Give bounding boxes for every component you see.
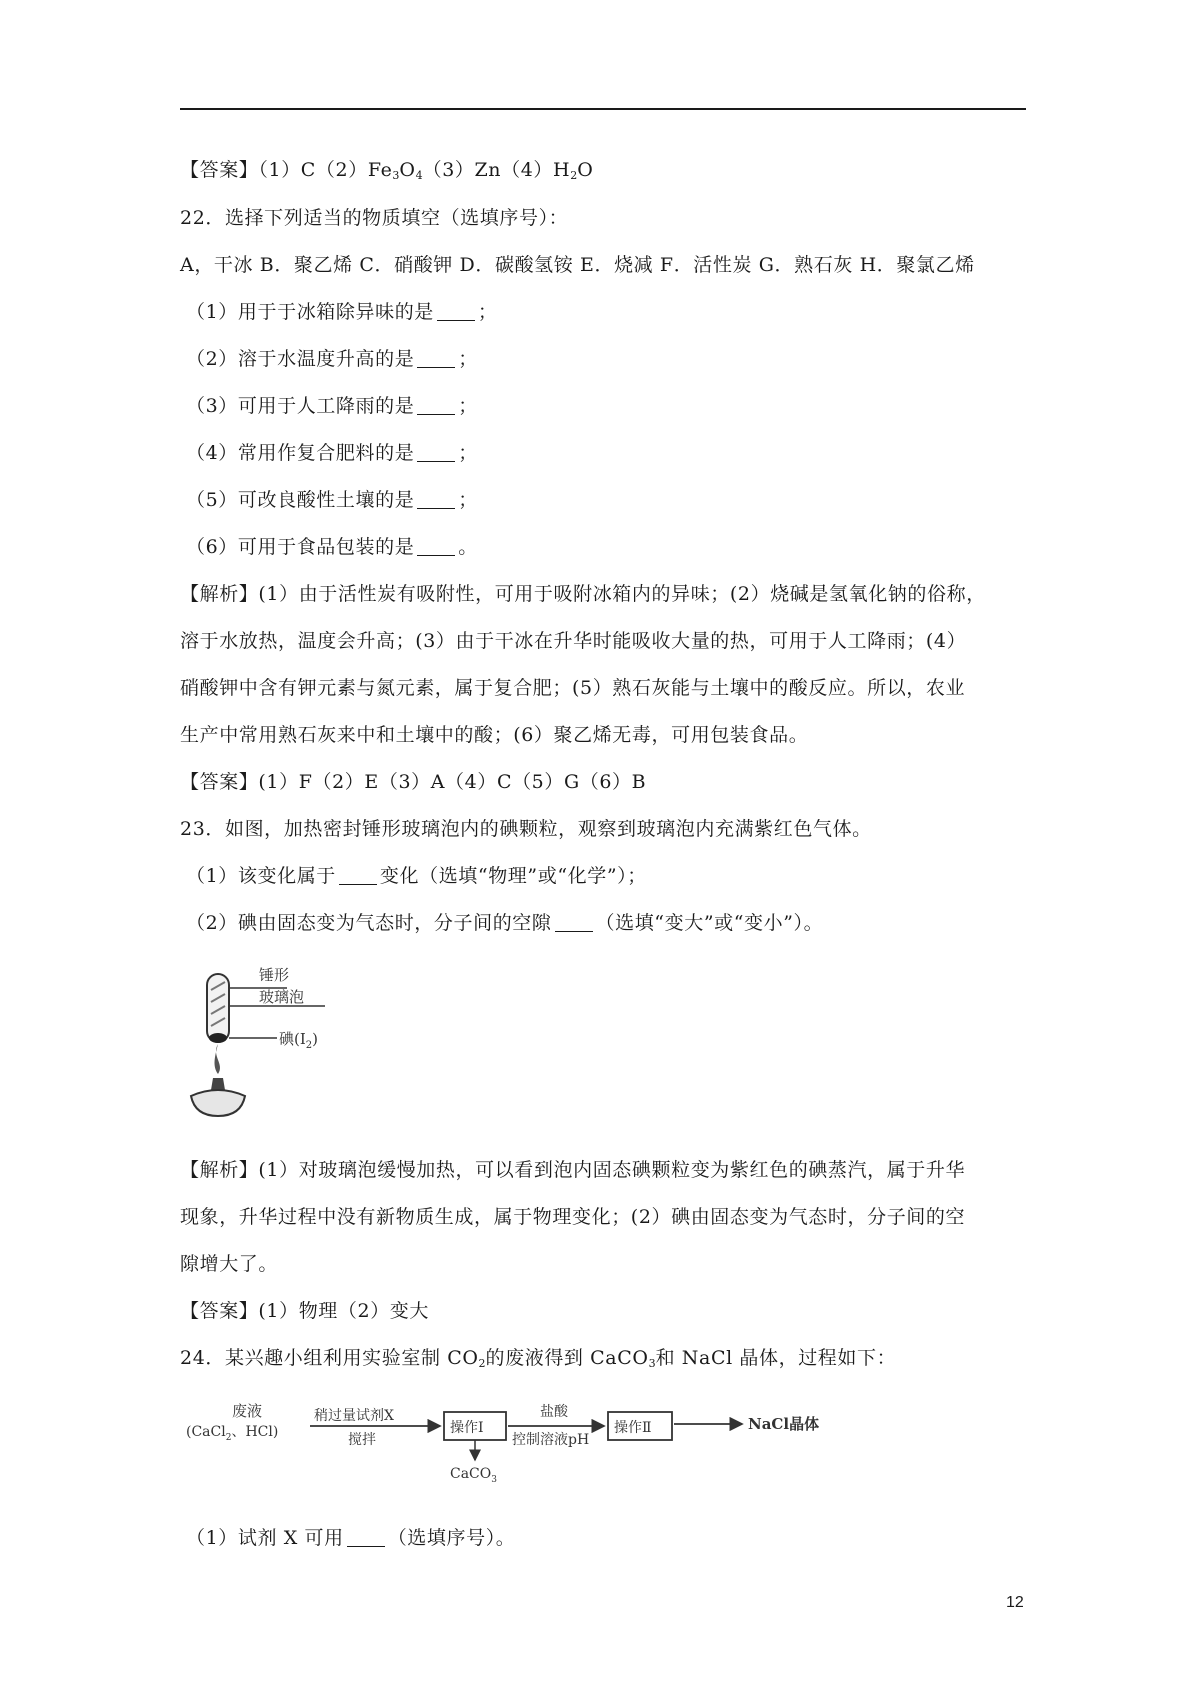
q22-sub-5: （5）可改良酸性土壤的是 ； (186, 489, 478, 511)
answer-blank (555, 913, 593, 932)
step1-stir: 搅拌 (348, 1432, 376, 1448)
operation-1-label: 操作Ⅰ (450, 1420, 484, 1436)
q22-sub-2: （2）溶于水温度升高的是 ； (186, 348, 478, 370)
q21-answer: 【答案】$(1)C(2)Fe_3O_4(3)Zn(4)H_2O$ (180, 159, 594, 182)
glass-bulb (207, 974, 229, 1042)
iodine-crystals (209, 1033, 227, 1043)
label-iodine: 碘$(I_2)$ (279, 1030, 319, 1051)
q22-sub-4: （4）常用作复合肥料的是 ； (186, 442, 478, 464)
label-hammer: 锤形 (259, 966, 290, 984)
step2-acid: 盐酸 (540, 1404, 568, 1420)
q23-answer: 【答案】(1）物理（2）变大 (180, 1300, 429, 1322)
answer-blank (347, 1528, 385, 1547)
q22-sub-1: （1）用于于冰箱除异味的是 ； (186, 301, 498, 323)
lamp-wick (211, 1078, 225, 1090)
q22-stem: 22．选择下列适当的物质填空（选填序号）： (180, 207, 569, 229)
q22-analysis-line-3: 硝酸钾中含有钾元素与氮元素，属于复合肥；(5）熟石灰能与土壤中的酸反应。所以，农业 (180, 677, 966, 699)
header-rule (180, 108, 1026, 110)
flame-icon (215, 1044, 220, 1074)
answer-blank (339, 866, 377, 885)
answer-blank (417, 537, 455, 556)
q22-analysis-line-1: 【解析】(1）由于活性炭有吸附性，可用于吸附冰箱内的异味；(2）烧碱是氢氧化钠的俗称， (180, 583, 986, 605)
q22-analysis-line-4: 生产中常用熟石灰来中和土壤中的酸；(6）聚乙烯无毒，可用包装食品。 (180, 724, 809, 746)
q23-analysis-line-1: 【解析】(1）对玻璃泡缓慢加热，可以看到泡内固态碘颗粒变为紫红色的碘蒸汽，属于升华 (180, 1159, 966, 1181)
page-number: 12 (1006, 1594, 1024, 1611)
q23-sub-1: （1）该变化属于 变化（选填“物理”或“化学”）； (186, 865, 647, 887)
step1-reagent: 稍过量试剂X (314, 1408, 394, 1424)
q24-flow-diagram (182, 1398, 862, 1488)
q22-sub-3: （3）可用于人工降雨的是 ； (186, 395, 478, 417)
alcohol-lamp (191, 1090, 245, 1116)
operation-2-label: 操作Ⅱ (614, 1420, 652, 1436)
q23-stem: 23．如图，加热密封锤形玻璃泡内的碘颗粒，观察到玻璃泡内充满紫红色气体。 (180, 818, 872, 840)
answer-blank (417, 349, 455, 368)
step2-ph: 控制溶液pH (512, 1432, 590, 1448)
waste-title: 废液 (232, 1402, 263, 1420)
answer-blank (417, 490, 455, 509)
q23-sub-2: （2）碘由固态变为气态时，分子间的空隙 （选填“变大”或“变小”）。 (186, 912, 824, 934)
q22-sub-6: （6）可用于食品包装的是 。 (186, 536, 478, 558)
q23-analysis-line-2: 现象，升华过程中没有新物质生成，属于物理变化；(2）碘由固态变为气态时，分子间的空 (180, 1206, 966, 1228)
q22-answer: 【答案】(1）F（2）E（3）A（4）C（5）G（6）B (180, 771, 647, 793)
answer-blank (417, 396, 455, 415)
iodine-bulb-figure (185, 960, 355, 1122)
q24-sub-1: （1）试剂 X 可用 （选填序号）。 (186, 1527, 516, 1549)
q23-analysis-line-3: 隙增大了。 (180, 1253, 279, 1275)
product-label: NaCl晶体 (748, 1415, 820, 1433)
q22-analysis-line-2: 溶于水放热，温度会升高；(3）由于干冰在升华时能吸收大量的热，可用于人工降雨；(4） (180, 630, 967, 652)
q24-stem: 24．某兴趣小组利用实验室制 $CO_2$的废液得到 CaCO$_3$和 NaCl 晶体，过程如下： (180, 1347, 897, 1370)
q22-options: A，干冰 B．聚乙烯 C．硝酸钾 D．碳酸氢铵 E．烧减 F．活性炭 G．熟石灰 H．聚氯乙烯 (180, 254, 975, 276)
answer-blank (437, 302, 475, 321)
waste-formula: (CaCl$_2$、HCl) (186, 1424, 279, 1443)
label-bulb: 玻璃泡 (259, 988, 305, 1006)
precipitate-label: CaCO$_3$ (450, 1466, 497, 1485)
answer-blank (417, 443, 455, 462)
